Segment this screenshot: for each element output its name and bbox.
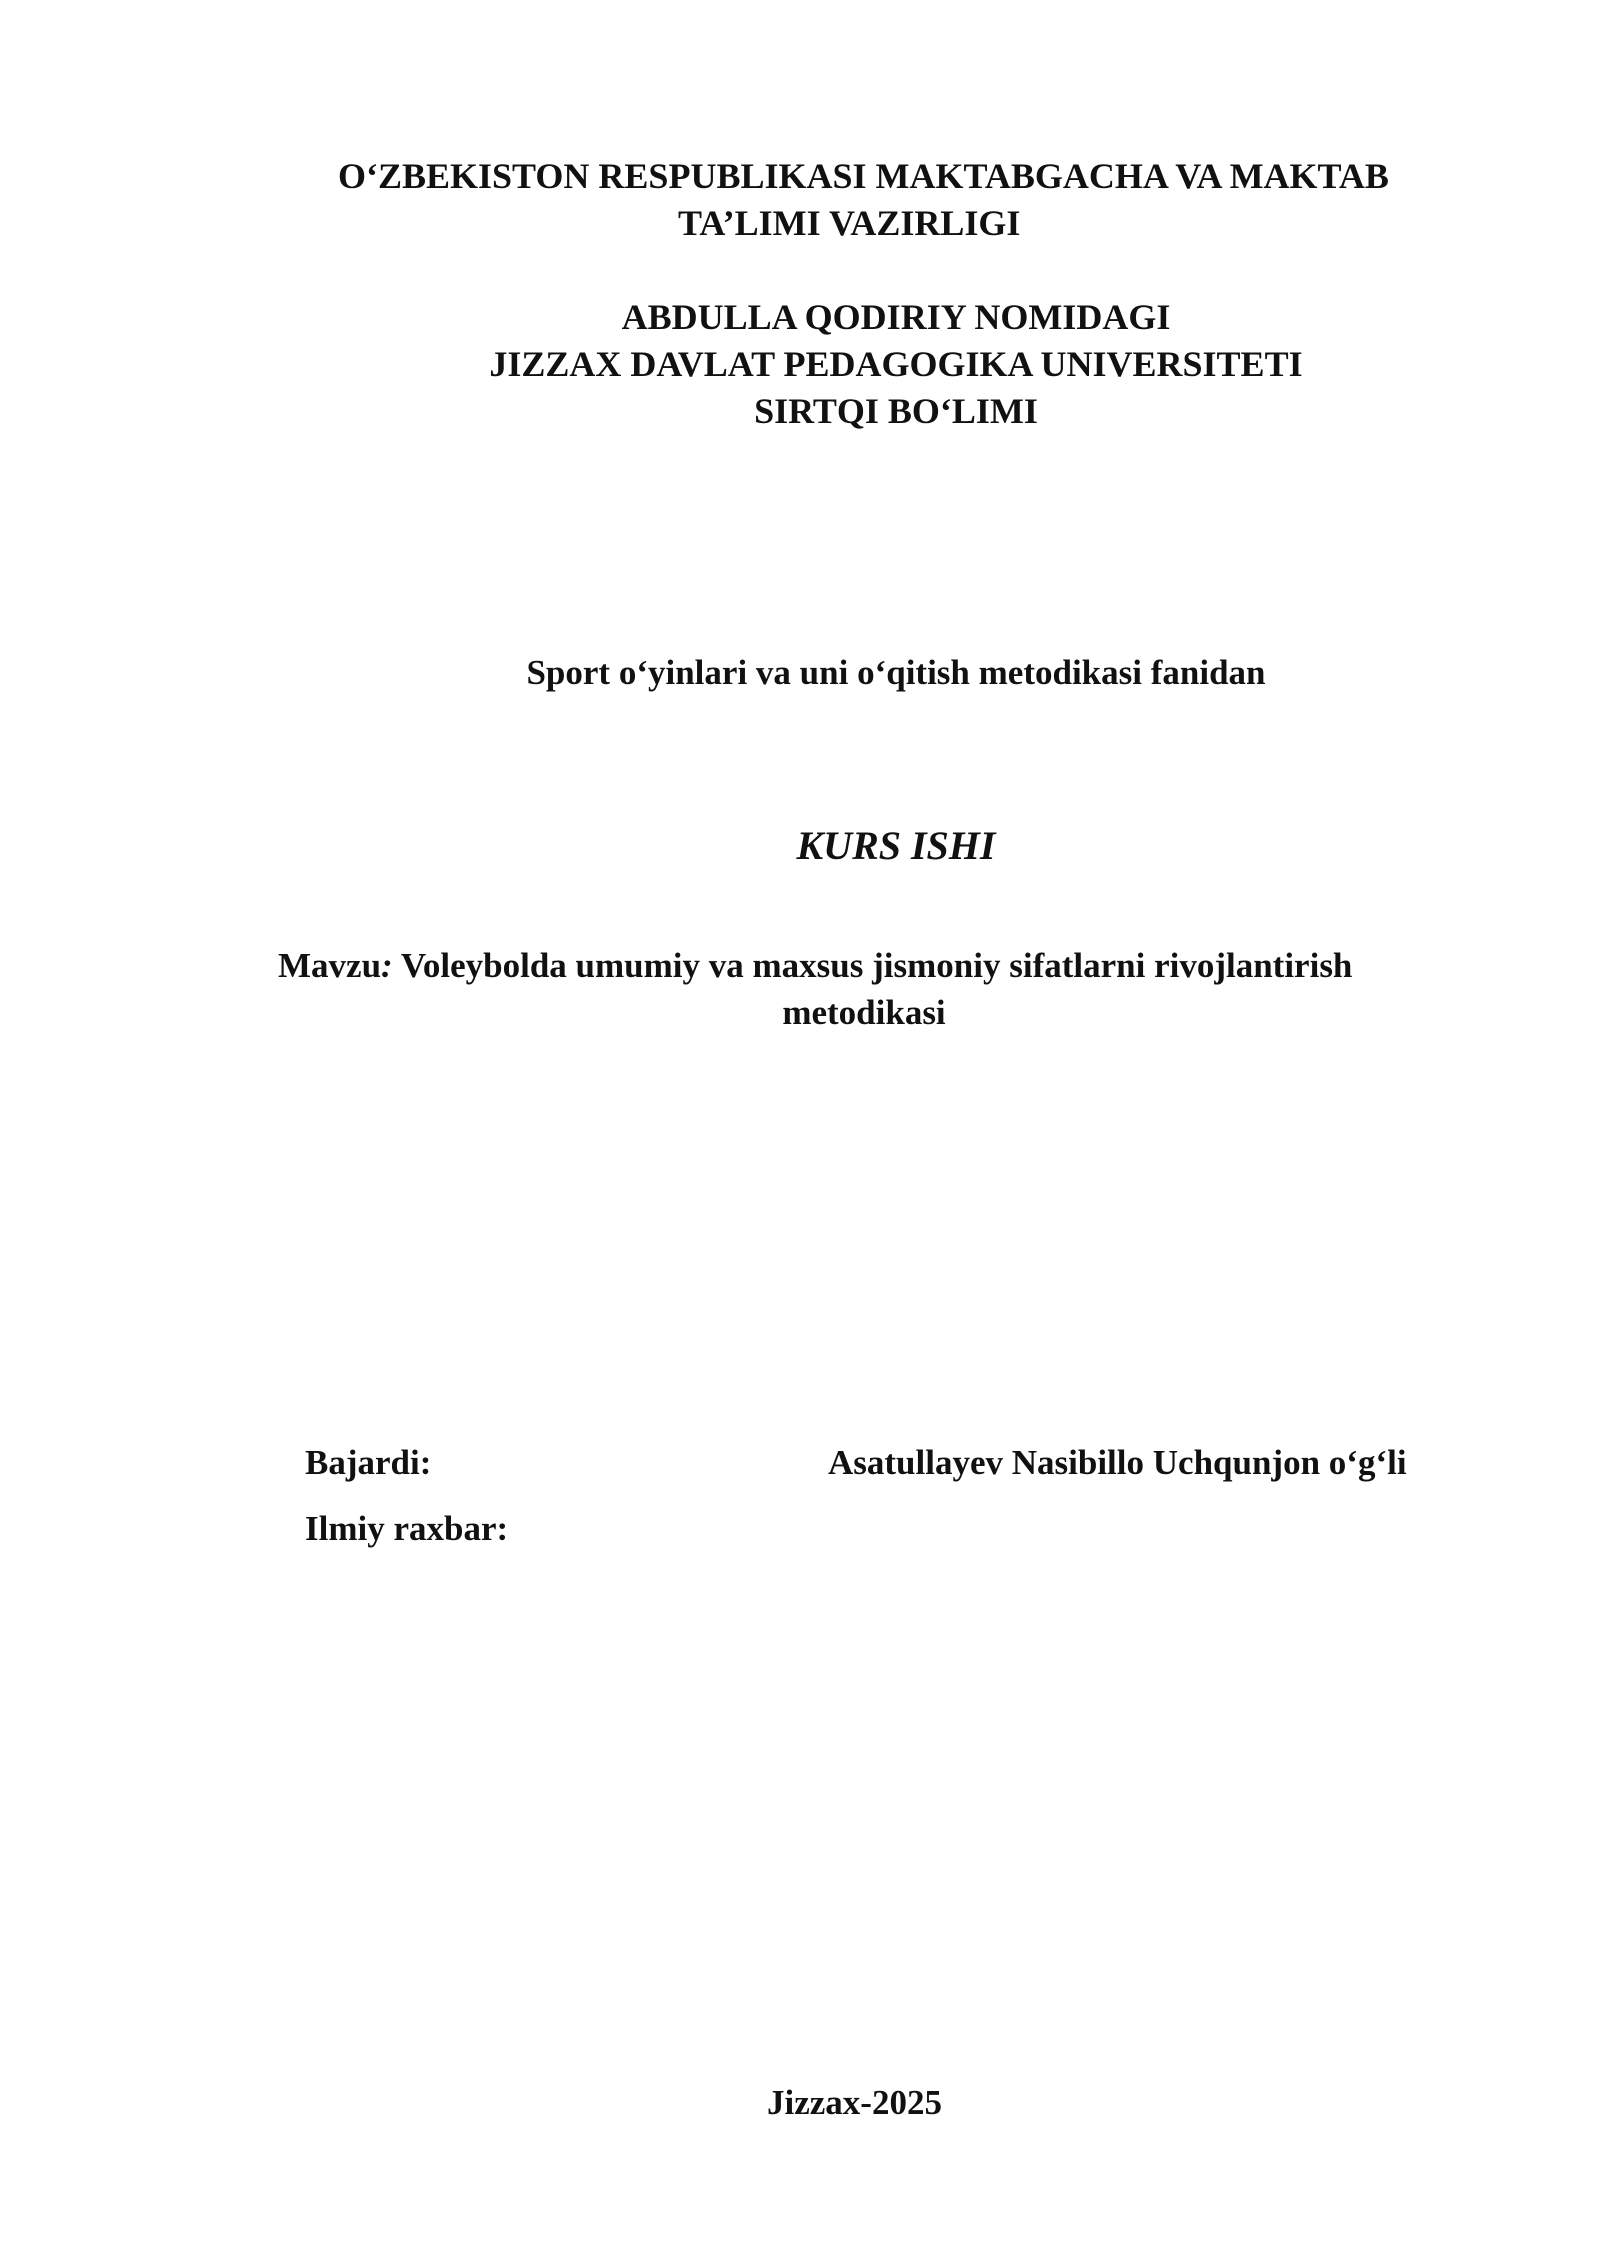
performed-by-name: Asatullayev Nasibillo Uchqunjon o‘g‘li [828,1443,1407,1482]
topic-line-2: metodikasi [782,993,946,1032]
topic-line-1 [278,943,1352,989]
subject-title: Sport o‘yinlari va uni o‘qitish metodikasi fanidan [526,653,1266,692]
university-line-1: ABDULLA QODIRIY NOMIDAGI [621,297,1171,337]
topic-label: Mavzu [278,946,382,985]
university-line-2: JIZZAX DAVLAT PEDAGOGIKA UNIVERSITETI [489,344,1303,384]
topic-colon: : [381,946,393,985]
ministry-line-1: O‘ZBEKISTON RESPUBLIKASI MAKTABGACHA VA MAKTAB [338,156,1389,196]
place-year: Jizzax-2025 [767,2083,942,2122]
performed-by-label: Bajardi: [305,1443,432,1482]
topic-text-1: Voleybolda umumiy va maxsus jismoniy sifatlarni rivojlantirish [392,946,1353,985]
supervisor-label: Ilmiy raxbar: [305,1509,509,1548]
work-type-title: KURS ISHI [796,823,996,868]
ministry-line-2: TA’LIMI VAZIRLIGI [678,203,1021,243]
department-name: SIRTQI BO‘LIMI [754,391,1038,431]
